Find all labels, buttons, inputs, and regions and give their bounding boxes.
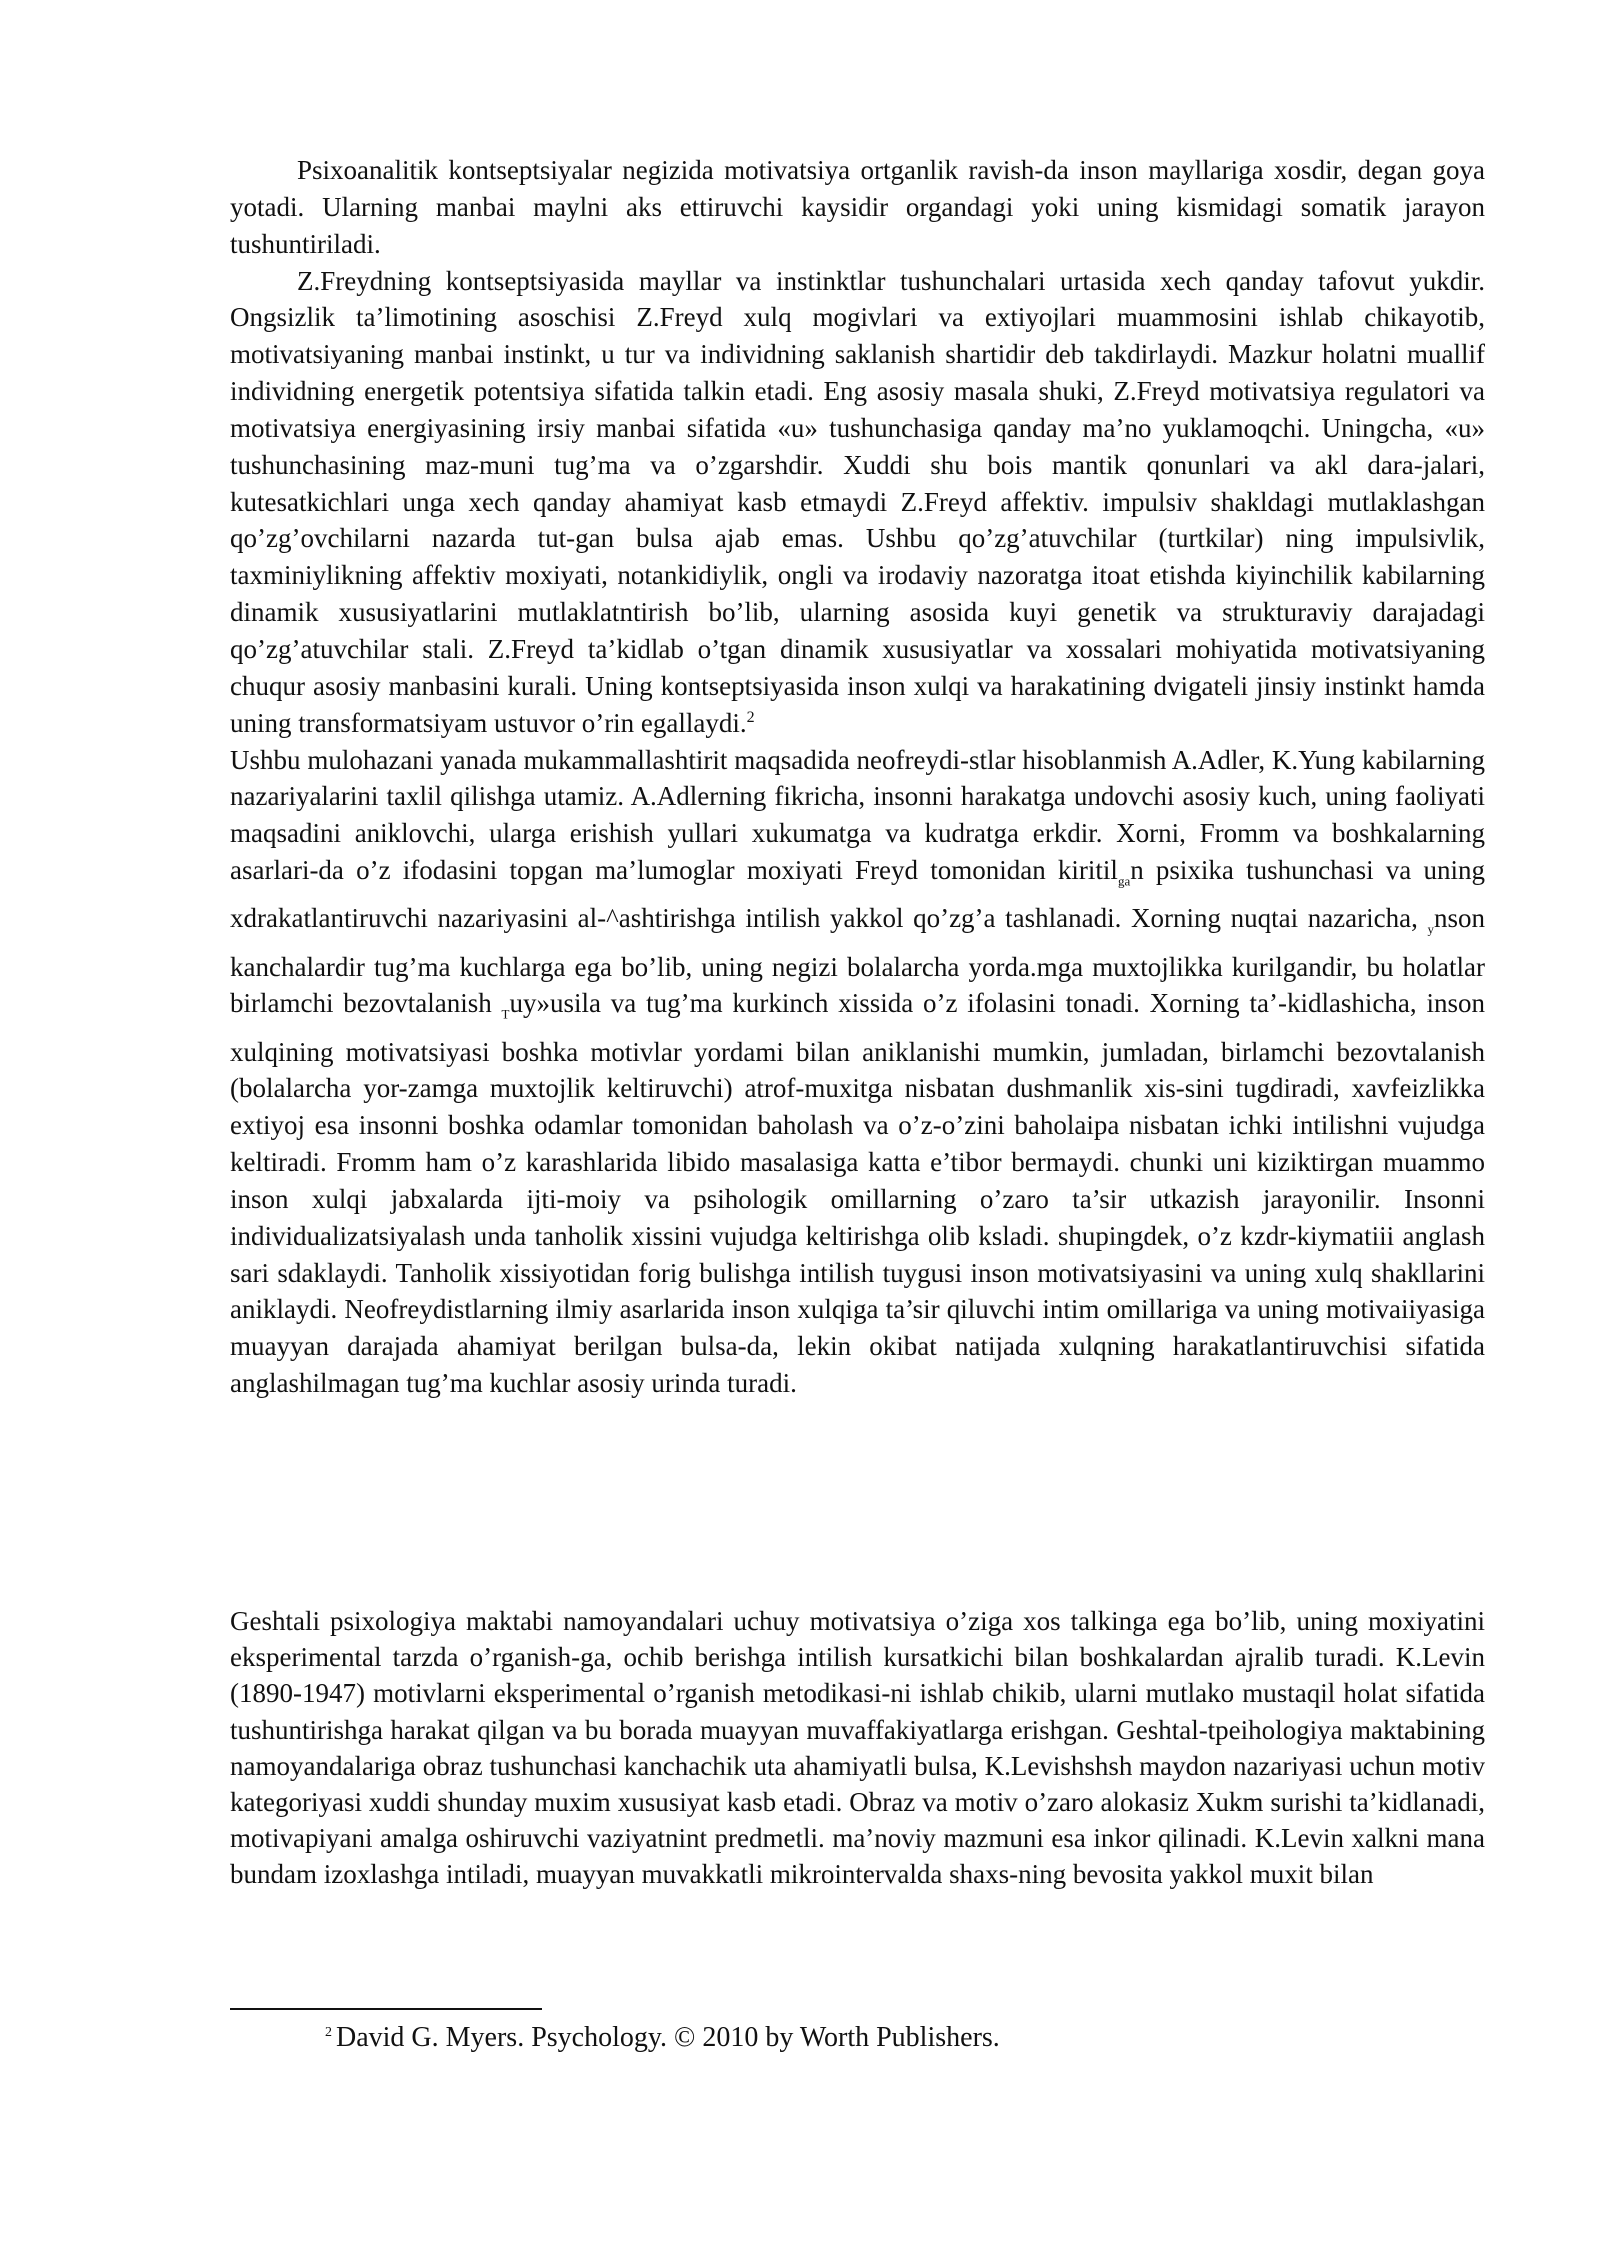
paragraph-psychoanalytic-concepts: Psixoanalitik kontseptsiyalar negizida motivatsiya ortganlik ravish-da inson mayllariga xosdir, degan goya yotadi. Ularning manbai maylni aks ettiruvchi kaysidir organdagi yoki uning kismidagi somatik jarayon tushuntiriladi. <box>230 155 1485 259</box>
footnote <box>325 2020 1000 2056</box>
footnote-reference: 2 <box>746 708 755 726</box>
paragraph-freud-concept <box>230 263 1485 742</box>
footnote-separator <box>230 2008 542 2010</box>
paragraph-neofreudians-part-1: Ushbu mulohazani yanada mukammallashtirit maqsadida neofreydi-stlar hisoblanmish A.Adler, K.Yung kabilarning nazariyalarini taxlil qilishga utamiz. A.Adlerning fikricha, insonni harakatga undovchi asosiy kuch, uning faoliyati maqsadini aniklovchi, ularga erishish yullari xukumatga va kudratga erkdir. Xorni, Fromm va boshkalarning asarlari-da o’z ifodasini topgan ma’lumoglar moxiyati Freyd tomonidan kiritil <box>230 744 1485 886</box>
paragraph-neofreudians <box>230 742 1485 1403</box>
gestalt-text-block <box>230 1603 1485 1893</box>
paragraph-neofreudians-part-4: uy»usila va tug’ma kurkinch xissida o’z ifolasini tonadi. Xorning ta’-kidlashicha, inson xulqining motivatsiyasi boshka motivlar yordami bilan aniklanishi mumkin, jumladan, birlamchi bezovtalanish (bolalarcha yor-zamga muxtojlik keltiruvchi) atrof-muxitga nisbatan dushmanlik xis-sini tugdiradi, xavfeizlikka extiyoj esa insonni boshka odamlar tomonidan baholash va o’z-o’zini baholaipa nisbatan ichki intilishni vujudga keltiradi. Fromm ham o’z karashlarida libido masalasiga katta e’tibor bermaydi. chunki uni kiziktirgan muammo inson xulqi jabxalarda ijti-moiy va psihologik omillarning o’zaro ta’sir utkazish jarayonilir. Insonni individualizatsiyalash unda tanholik xissini vujudga keltirishga olib ksladi. shupingdek, o’z kzdr-kiymatiii anglash sari sdaklaydi. Tanholik xissiyotidan forig bulishga intilish tuygusi inson motivatsiyasini va uning xulq shakllarini aniklaydi. Neofreydistlarning ilmiy asarlarida inson xulqiga ta’sir qiluvchi intim omillariga va uning motivaiiyasiga muayyan darajada ahamiyat berilgan bulsa-da, lekin okibat natijada xulqning harakatlantiruvchisi sifatida anglashilmagan tug’ma kuchlar asosiy urinda turadi. <box>230 988 1485 1399</box>
subscript-ga: ga <box>1117 873 1131 889</box>
main-text-block <box>230 152 1485 1402</box>
footnote-number: 2 <box>325 2024 332 2040</box>
paragraph-neofreudians-part-2: n psixika tushunchasi va uning xdrakatlantiruvchi nazariyasini al-^ashtirishga intilish yakkol qo’zg’a tashlanadi. Xorning nuqtai nazaricha, <box>230 855 1486 934</box>
paragraph-neofreudians-part-3: nson kanchalardir tug’ma kuchlarga ega bo’lib, uning negizi bolalarcha yorda.mga muxtojlikka kurilgandir, bu holatlar birlamchi bezovtalanish <box>230 903 1485 1019</box>
paragraph-freud-text: Z.Freydning kontseptsiyasida mayllar va instinktlar tushunchalari urtasida xech qanday tafovut yukdir. Ongsizlik ta’limotining asoschisi Z.Freyd xulq mogivlari va extiyojlari muammosini ishlab chikayotib, motivatsiyaning manbai instinkt, u tur va individning saklanish shartidir deb takdirlaydi. Mazkur holatni muallif individning energetik potentsiya sifatida talkin etadi. Eng asosiy masala shuki, Z.Freyd motivatsiya regulatori va motivatsiya energiyasining irsiy manbai sifatida «u» tushunchasiga qanday ma’no yuklamoqchi. Uningcha, «u» tushunchasining maz-muni tug’ma va o’zgarshdir. Xuddi shu bois mantik qonunlari va akl dara-jalari, kutesatkichlari unga xech qanday ahamiyat kasb etmaydi Z.Freyd affektiv. impulsiv shakldagi mutlaklashgan qo’zg’ovchilarni nazarda tut-gan bulsa ajab emas. Ushbu qo’zg’atuvchilar (turtkilar) ning impulsivlik, taxminiylikning affektiv moxiyati, notankidiylik, ongli va irodaviy nazoratga itoat etishda kiyinchilik kabilarning dinamik xususiyatlarini mutlaklatntirish bo’lib, ularning asosida kuyi genetik va strukturaviy darajadagi qo’zg’atuvchilar stali. Z.Freyd ta’kidlab o’tgan dinamik xususiyatlar va xossalari mohiyatida motivatsiyaning chuqur asosiy manbasini kurali. Uning kontseptsiyasida inson xulqi va harakatining dvigateli jinsiy instinkt hamda uning transformatsiyam ustuvor o’rin egallaydi. <box>230 265 1485 738</box>
footnote-text: David G. Myers. Psychology. © 2010 by Worth Publishers. <box>336 2022 1000 2053</box>
subscript-y: y <box>1427 921 1434 937</box>
paragraph-gestalt-psychology: Geshtali psixologiya maktabi namoyandalari uchuy motivatsiya o’ziga xos talkinga ega bo’lib, uning moxiyatini eksperimental tarzda o’rganish-ga, ochib berishga intilish kursatkichi bilan boshkalardan ajralib turadi. K.Levin (1890-1947) motivlarni eksperimental o’rganish metodikasi-ni ishlab chikib, ularni mutlako mustaqil holat sifatida tushuntirishga harakat qilgan va bu borada muayyan muvaffakiyatlarga erishgan. Geshtal-tpeihologiya maktabining namoyandalariga obraz tushunchasi kanchachik uta ahamiyatli bulsa, K.Levishshsh maydon nazariyasi uchun motiv kategoriyasi xuddi shunday muxim xususiyat kasb etadi. Obraz va motiv o’zaro alokasiz Xukm surishi ta’kidlanadi, motivapiyani amalga oshiruvchi vaziyatnint predmetli. ma’noviy mazmuni esa inkor qilinadi. K.Levin xalkni mana bundam izoxlashga intiladi, muayyan muvakkatli mikrointervalda shaxs-ning bevosita yakkol muxit bilan <box>230 1606 1485 1890</box>
subscript-t: T <box>501 1006 510 1022</box>
